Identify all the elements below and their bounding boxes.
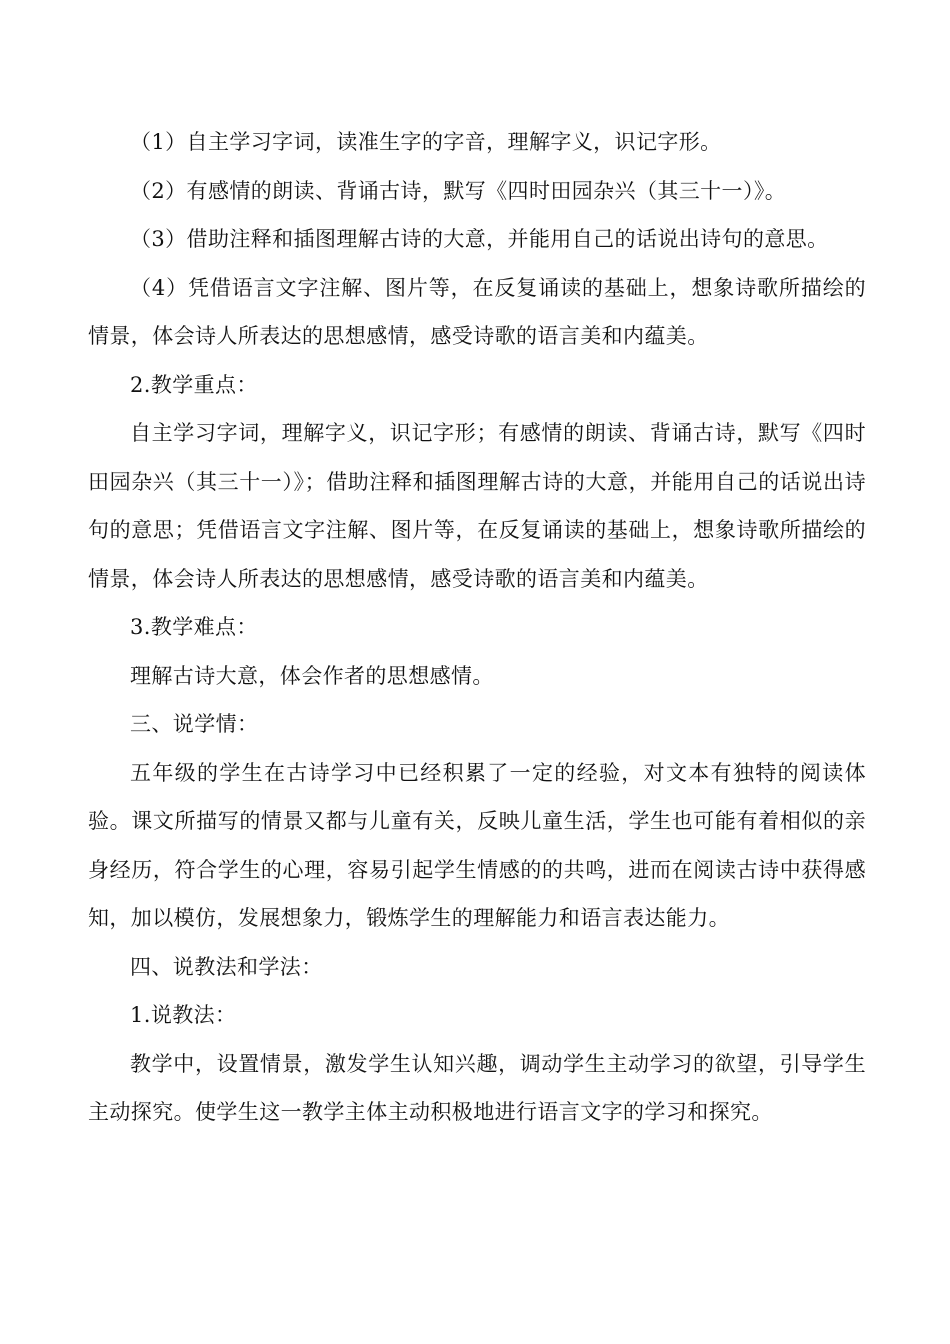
teaching-difficulty-text: 理解古诗大意，体会作者的思想感情。 [130, 663, 494, 688]
objective-2: （2）有感情的朗读、背诵古诗，默写《四时田园杂兴（其三十一）》。 [130, 178, 787, 203]
student-analysis-text: 五年级的学生在古诗学习中已经积累了一定的经验，对文本有独特的阅读体验。课文所描写的情景又都与儿童有关，反映儿童生活，学生也可能有着相似的亲身经历，符合学生的心理，容易引起学生情感的的共鸣，进而在阅读古诗中获得感知，加以模仿，发展想象力，锻炼学生的理解能力和语言表达能力。 [88, 760, 866, 930]
document-body [88, 118, 866, 1137]
heading-student-analysis: 三、说学情： [130, 712, 259, 736]
teaching-method-text: 教学中，设置情景，激发学生认知兴趣，调动学生主动学习的欲望，引导学生主动探究。使学生这一教学主体主动积极地进行语言文字的学习和探究。 [88, 1051, 866, 1124]
objective-4: （4）凭借语言文字注解、图片等，在反复诵读的基础上，想象诗歌所描绘的情景，体会诗人所表达的思想感情，感受诗歌的语言美和内蕴美。 [88, 275, 866, 348]
heading-teaching-difficulty: 3.教学难点： [130, 615, 258, 639]
objective-3: （3）借助注释和插图理解古诗的大意，并能用自己的话说出诗句的意思。 [130, 227, 829, 251]
heading-methods: 四、说教法和学法： [130, 954, 323, 979]
heading-teaching-method: 1.说教法： [130, 1003, 237, 1027]
objective-1: （1）自主学习字词，读准生字的字音，理解字义，识记字形。 [130, 130, 722, 154]
teaching-focus-text: 自主学习字词，理解字义，识记字形；有感情的朗读、背诵古诗，默写《四时田园杂兴（其三十一）》；借助注释和插图理解古诗的大意，并能用自己的话说出诗句的意思；凭借语言文字注解、图片等，在反复诵读的基础上，想象诗歌所描绘的情景，体会诗人所表达的思想感情，感受诗歌的语言美和内蕴美。 [88, 421, 866, 591]
heading-teaching-focus: 2.教学重点： [130, 372, 258, 397]
